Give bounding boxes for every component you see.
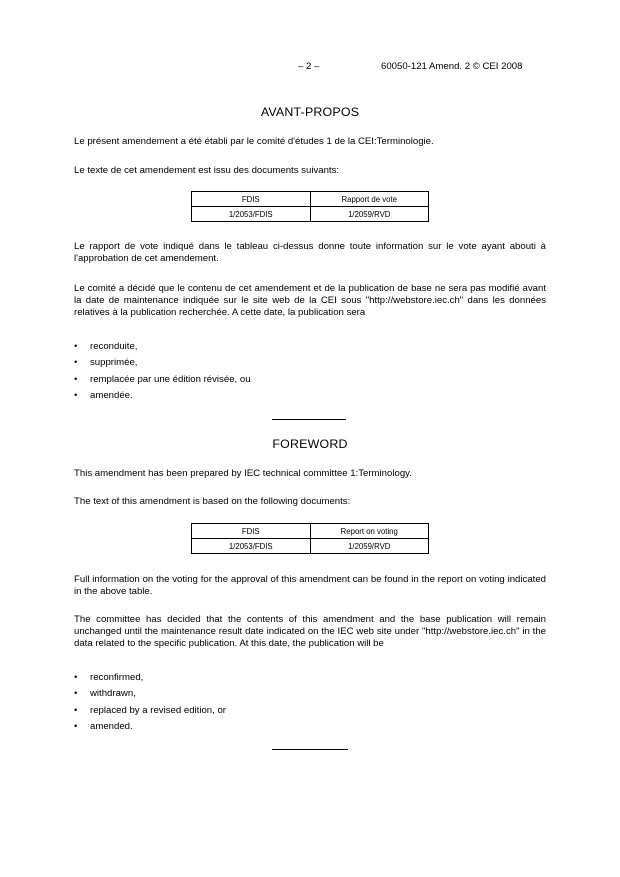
fr-documents-paragraph: Le texte de cet amendement est issu des documents suivants: — [74, 165, 340, 176]
list-item: • withdrawn, — [74, 688, 136, 700]
table-header-cell: FDIS — [192, 524, 311, 539]
list-item: • reconduite, — [74, 341, 138, 352]
bullet-icon: • — [74, 721, 78, 733]
bullet-icon: • — [74, 373, 78, 385]
table-header-cell: Report on voting — [310, 524, 429, 539]
table-header-cell: FDIS — [192, 192, 311, 207]
table-row — [192, 207, 429, 222]
list-item: • supprimée, — [74, 357, 138, 369]
en-bullet-list — [74, 672, 226, 738]
fr-documents-table — [191, 191, 429, 222]
fr-committee-paragraph: Le comité a décidé que le contenu de cet amendement et de la publication de base ne sera pas modifié avant la date de maintenance indiquée sur le site web de la CEI sous "http://webstore.iec.ch" dans les données relatives à la publication recherchée. A cette date, la publication sera — [74, 283, 546, 318]
document-reference: 60050-121 Amend. 2 © CEI 2008 — [381, 61, 523, 72]
table-cell: 1/2059/RVD — [310, 539, 429, 554]
table-header-row — [192, 524, 429, 539]
section-divider — [272, 419, 346, 420]
list-item: • replaced by a revised edition, or — [74, 704, 226, 716]
table-cell: 1/2053/FDIS — [192, 207, 311, 222]
bullet-icon: • — [74, 672, 78, 683]
section-title-foreword: FOREWORD — [272, 437, 348, 451]
fr-intro-paragraph: Le présent amendement a été établi par le comité d'études 1 de la CEI:Terminologie. — [74, 136, 434, 147]
bullet-icon: • — [74, 390, 78, 402]
bullet-icon: • — [74, 704, 78, 716]
bullet-icon: • — [74, 688, 78, 700]
page-number: – 2 – — [298, 61, 320, 72]
table-header-cell: Rapport de vote — [310, 192, 429, 207]
en-committee-paragraph: The committee has decided that the contents of this amendment and the base publication will remain unchanged until the maintenance result date indicated on the IEC web site under "http://webstore.iec.ch" in the data related to the specific publication. At this date, the publication will be — [74, 614, 546, 649]
list-item: • remplacée par une édition révisée, ou — [74, 373, 251, 385]
en-documents-table — [191, 523, 429, 554]
table-header-row — [192, 192, 429, 207]
table-cell: 1/2053/FDIS — [192, 539, 311, 554]
list-item: • amended. — [74, 721, 133, 733]
en-intro-paragraph: This amendment has been prepared by IEC technical committee 1:Terminology. — [74, 468, 412, 479]
section-title-avant-propos: AVANT-PROPOS — [260, 105, 360, 119]
en-vote-paragraph: Full information on the voting for the approval of this amendment can be found in the report on voting indicated in the above table. — [74, 574, 546, 597]
fr-bullet-list — [74, 341, 251, 407]
list-item: • reconfirmed, — [74, 672, 144, 683]
table-cell: 1/2059/RVD — [310, 207, 429, 222]
list-item: • amendée. — [74, 390, 133, 402]
bullet-icon: • — [74, 341, 78, 352]
fr-vote-paragraph: Le rapport de vote indiqué dans le tableau ci-dessus donne toute information sur le vote ayant abouti à l'approbation de cet amendement. — [74, 241, 546, 264]
table-row — [192, 539, 429, 554]
bullet-icon: • — [74, 357, 78, 369]
section-divider — [272, 749, 348, 750]
en-documents-paragraph: The text of this amendment is based on the following documents: — [74, 496, 351, 507]
